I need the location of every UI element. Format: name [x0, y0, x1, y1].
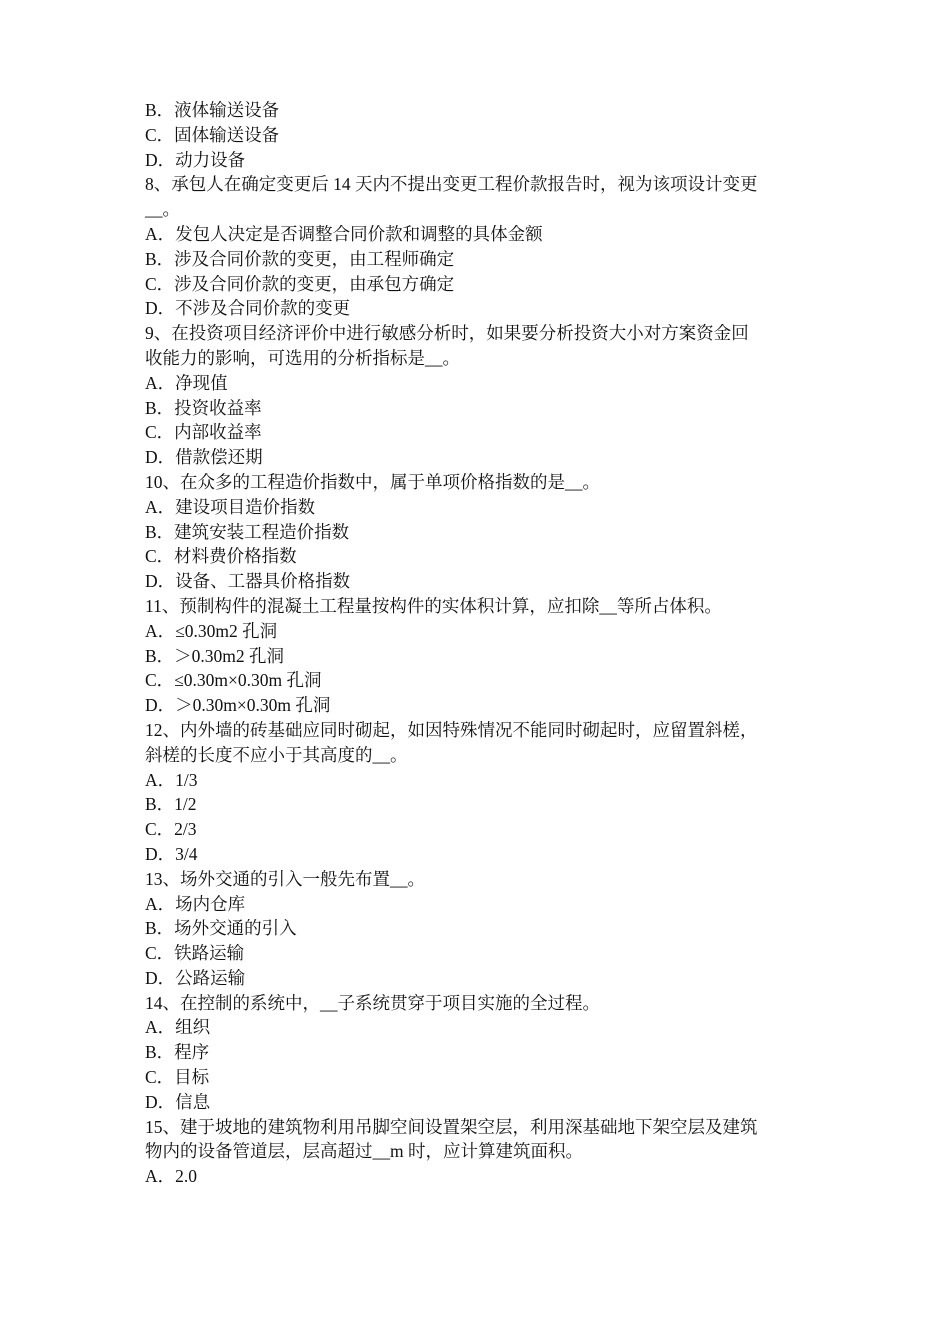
answer-option: A．1/3: [145, 769, 198, 790]
answer-option: D．＞0.30m×0.30m 孔洞: [145, 695, 331, 716]
question-stem: 8、承包人在确定变更后 14 天内不提出变更工程价款报告时，视为该项设计变更: [145, 174, 758, 195]
question-stem: 10、在众多的工程造价指数中，属于单项价格指数的是__。: [145, 471, 600, 492]
answer-option: B．液体输送设备: [145, 100, 280, 120]
answer-option: C．内部收益率: [145, 422, 262, 443]
question-stem: 11、预制构件的混凝土工程量按构件的实体积计算，应扣除__等所占体积。: [145, 595, 722, 616]
answer-option: C．≤0.30m×0.30m 孔洞: [145, 670, 322, 691]
question-stem: 12、内外墙的砖基础应同时砌起，如因特殊情况不能同时砌起时，应留置斜槎，: [145, 719, 758, 740]
answer-option: D．动力设备: [145, 149, 246, 170]
answer-option: B．投资收益率: [145, 397, 262, 418]
answer-option: B．程序: [145, 1042, 210, 1063]
answer-option: C．固体输送设备: [145, 124, 280, 145]
answer-option: C．铁路运输: [145, 943, 245, 964]
document-body: [145, 98, 810, 1189]
answer-option: D．不涉及合同价款的变更: [145, 298, 351, 319]
question-stem: 13、场外交通的引入一般先布置__。: [145, 868, 425, 889]
answer-option: B．涉及合同价款的变更，由工程师确定: [145, 248, 455, 269]
answer-option: A．净现值: [145, 372, 228, 393]
answer-option: B．＞0.30m2 孔洞: [145, 645, 285, 666]
answer-option: A．组织: [145, 1017, 211, 1038]
answer-option: B．1/2: [145, 794, 197, 815]
answer-option: C．2/3: [145, 819, 197, 840]
answer-option: D．信息: [145, 1091, 211, 1112]
answer-option: C．材料费价格指数: [145, 546, 297, 567]
answer-option: D．公路运输: [145, 967, 246, 988]
answer-option: C．涉及合同价款的变更，由承包方确定: [145, 273, 455, 294]
question-stem-continued: 斜槎的长度不应小于其高度的__。: [145, 744, 408, 765]
answer-option: D．设备、工器具价格指数: [145, 571, 351, 592]
answer-option: A．≤0.30m2 孔洞: [145, 620, 278, 641]
answer-option: B．建筑安装工程造价指数: [145, 521, 350, 542]
answer-option: D．借款偿还期: [145, 447, 263, 468]
answer-option: A．2.0: [145, 1166, 198, 1187]
question-stem: 15、建于坡地的建筑物利用吊脚空间设置架空层，利用深基础地下架空层及建筑: [145, 1116, 758, 1137]
answer-option: B．场外交通的引入: [145, 918, 297, 939]
question-stem-continued: 物内的设备管道层，层高超过__m 时，应计算建筑面积。: [145, 1141, 583, 1162]
answer-option: C．目标: [145, 1067, 210, 1088]
answer-option: A．建设项目造价指数: [145, 496, 316, 517]
question-stem-continued: 收能力的影响，可选用的分析指标是__。: [145, 347, 460, 368]
answer-option: D．3/4: [145, 843, 198, 864]
question-stem-continued: __。: [145, 199, 180, 220]
question-stem: 9、在投资项目经济评价中进行敏感分析时，如果要分析投资大小对方案资金回: [145, 323, 749, 344]
answer-option: A．发包人决定是否调整合同价款和调整的具体金额: [145, 223, 543, 244]
answer-option: A．场内仓库: [145, 893, 246, 914]
question-stem: 14、在控制的系统中，__子系统贯穿于项目实施的全过程。: [145, 992, 600, 1013]
